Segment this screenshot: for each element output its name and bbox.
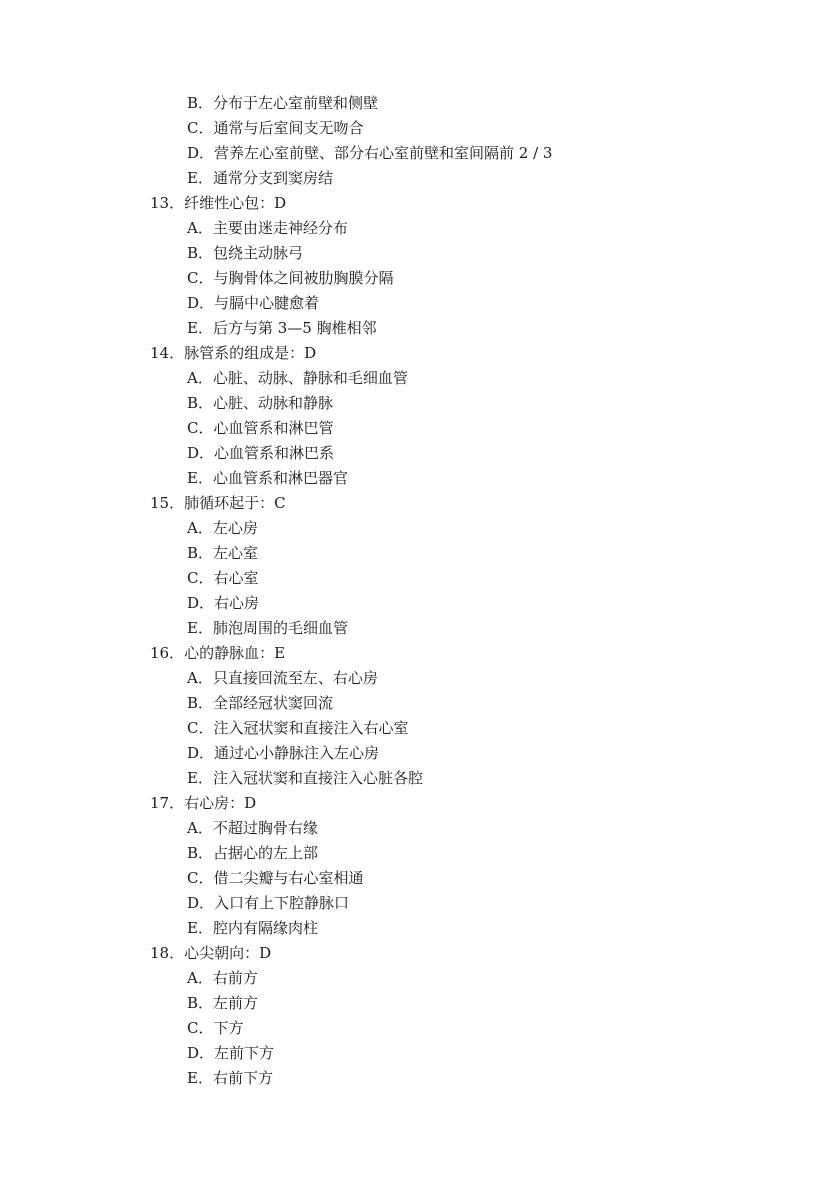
option-line: A．不超过胸骨右缘	[187, 819, 318, 837]
option-line: D．通过心小静脉注入左心房	[187, 744, 380, 762]
option-line: C．与胸骨体之间被肋胸膜分隔	[187, 269, 394, 287]
option-line: C．下方	[187, 1019, 244, 1037]
option-line: D．入口有上下腔静脉口	[187, 894, 350, 912]
option-line: B．占据心的左上部	[187, 844, 319, 862]
option-line: E．后方与第 3—5 胸椎相邻	[187, 319, 377, 337]
option-line: D．与膈中心腱愈着	[187, 294, 320, 312]
option-line: A．主要由迷走神经分布	[187, 219, 348, 237]
option-line: B．左心室	[187, 544, 259, 562]
question-line: 17．右心房：D	[150, 794, 257, 812]
option-line: E．右前下方	[187, 1069, 273, 1087]
question-line: 16．心的静脉血：E	[150, 644, 286, 662]
question-line: 14．脉管系的组成是：D	[150, 344, 317, 362]
question-line: 15．肺循环起于：C	[150, 494, 286, 512]
option-line: E．肺泡周围的毛细血管	[187, 619, 348, 637]
option-line: C．右心室	[187, 569, 259, 587]
option-line: A．右前方	[187, 969, 258, 987]
option-line: D．心血管系和淋巴系	[187, 444, 335, 462]
question-line: 13．纤维性心包：D	[150, 194, 287, 212]
option-line: C．通常与后室间支无吻合	[187, 119, 364, 137]
option-line: D．右心房	[187, 594, 260, 612]
option-line: D．左前下方	[187, 1044, 275, 1062]
question-list	[0, 91, 835, 1091]
option-line: E．心血管系和淋巴器官	[187, 469, 348, 487]
option-line: E．腔内有隔缘肉柱	[187, 919, 318, 937]
option-line: E．注入冠状窦和直接注入心脏各腔	[187, 769, 423, 787]
option-line: A．心脏、动脉、静脉和毛细血管	[187, 369, 408, 387]
option-line: B．左前方	[187, 994, 259, 1012]
option-line: C．注入冠状窦和直接注入右心室	[187, 719, 409, 737]
option-line: B．全部经冠状窦回流	[187, 694, 334, 712]
option-line: C．借二尖瓣与右心室相通	[187, 869, 364, 887]
option-line: A．左心房	[187, 519, 258, 537]
option-line: D．营养左心室前壁、部分右心室前壁和室间隔前 2 / 3	[187, 144, 553, 162]
question-line: 18．心尖朝向：D	[150, 944, 272, 962]
option-line: A．只直接回流至左、右心房	[187, 669, 378, 687]
option-line: B．心脏、动脉和静脉	[187, 394, 334, 412]
option-line: B．分布于左心室前壁和侧壁	[187, 94, 379, 112]
option-line: C．心血管系和淋巴管	[187, 419, 334, 437]
option-line: B．包绕主动脉弓	[187, 244, 304, 262]
option-line: E．通常分支到窦房结	[187, 169, 333, 187]
